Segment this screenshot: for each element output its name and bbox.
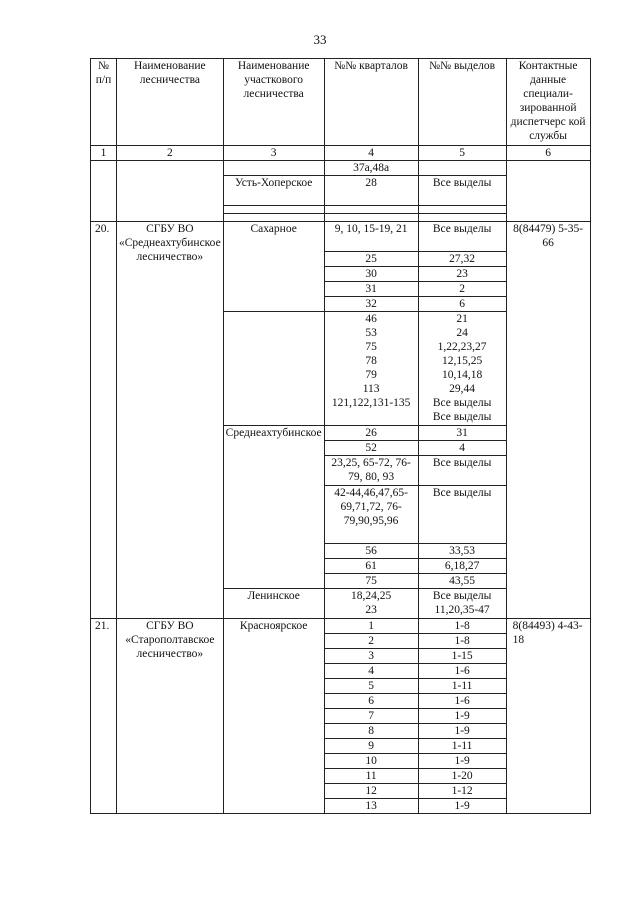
header-cell-district: Наименование участкового лесничества [223, 59, 324, 146]
plot-cell: 1-9 [418, 724, 506, 739]
column-number: 3 [223, 146, 324, 161]
quarter-cell: 61 [324, 559, 418, 574]
header-cell-quarters: №№ кварталов [324, 59, 418, 146]
quarter-cell: 12 [324, 784, 418, 799]
column-number: 5 [418, 146, 506, 161]
plot-cell: Все выделы [418, 486, 506, 544]
quarter-cell: 46 53 75 78 79 113 121,122,131-135 [324, 312, 418, 426]
quarter-cell [324, 206, 418, 214]
quarter-cell: 11 [324, 769, 418, 784]
quarter-cell [324, 214, 418, 222]
table-body [91, 59, 591, 814]
plot-cell: 6,18,27 [418, 559, 506, 574]
plot-cell [418, 161, 506, 176]
district-cell [223, 206, 324, 214]
quarter-cell: 52 [324, 441, 418, 456]
plot-cell: 1-20 [418, 769, 506, 784]
plot-cell: 1-8 [418, 634, 506, 649]
contact-cell: 8(84479) 5-35-66 [506, 222, 590, 619]
plot-cell: 6 [418, 297, 506, 312]
plot-cell: Все выделы [418, 222, 506, 252]
plot-cell: 43,55 [418, 574, 506, 589]
plot-cell: 1-6 [418, 664, 506, 679]
page-number: 33 [313, 32, 327, 47]
column-number: 6 [506, 146, 590, 161]
plot-cell: 33,53 [418, 544, 506, 559]
entry-number: 21. [91, 619, 117, 814]
plot-cell: 1-8 [418, 619, 506, 634]
quarter-cell: 32 [324, 297, 418, 312]
quarter-cell: 28 [324, 176, 418, 206]
plot-cell: 27,32 [418, 252, 506, 267]
quarter-cell: 7 [324, 709, 418, 724]
quarter-cell: 25 [324, 252, 418, 267]
plot-cell: 4 [418, 441, 506, 456]
quarter-cell: 23,25, 65-72, 76-79, 80, 93 [324, 456, 418, 486]
plot-cell: Все выделы 11,20,35-47 [418, 589, 506, 619]
quarter-cell: 56 [324, 544, 418, 559]
district-cell [223, 214, 324, 222]
district-name: Красноярское [223, 619, 324, 814]
plot-cell: 1-15 [418, 649, 506, 664]
quarter-cell: 13 [324, 799, 418, 814]
plot-cell: 1-11 [418, 739, 506, 754]
quarter-cell: 30 [324, 267, 418, 282]
num-cell [91, 161, 117, 222]
column-number: 1 [91, 146, 117, 161]
header-row [91, 59, 591, 146]
quarter-cell: 8 [324, 724, 418, 739]
table-row [91, 222, 591, 252]
plot-cell: 1-11 [418, 679, 506, 694]
plot-cell: 1-12 [418, 784, 506, 799]
plot-cell: 1-6 [418, 694, 506, 709]
quarter-cell: 31 [324, 282, 418, 297]
header-cell-forestry: Наименование лесничества [117, 59, 224, 146]
header-cell-contacts: Контактные данные специали-зированной диспетчерс кой службы [506, 59, 590, 146]
column-number: 4 [324, 146, 418, 161]
column-number-row [91, 146, 591, 161]
contact-cell: 8(84493) 4-43-18 [506, 619, 590, 814]
district-cell [223, 312, 324, 426]
district-cell: Усть-Хоперское [223, 176, 324, 206]
forestry-name: СГБУ ВО «Среднеахтубинское лесничество» [117, 222, 224, 619]
quarter-cell: 18,24,25 23 [324, 589, 418, 619]
forestry-table [90, 58, 591, 814]
plot-cell: 1-9 [418, 754, 506, 769]
quarter-cell: 42-44,46,47,65-69,71,72, 76-79,90,95,96 [324, 486, 418, 544]
district-cell [223, 161, 324, 176]
entry-number: 20. [91, 222, 117, 619]
quarter-cell: 9, 10, 15-19, 21 [324, 222, 418, 252]
contact-cell [506, 161, 590, 222]
plot-cell: 31 [418, 426, 506, 441]
forestry-cell [117, 161, 224, 222]
table-row [91, 619, 591, 634]
header-cell-plots: №№ выделов [418, 59, 506, 146]
table-row [91, 161, 591, 176]
plot-cell: Все выделы [418, 456, 506, 486]
quarter-cell: 10 [324, 754, 418, 769]
quarter-cell: 2 [324, 634, 418, 649]
plot-cell: 1-9 [418, 799, 506, 814]
quarter-cell: 6 [324, 694, 418, 709]
quarter-cell: 4 [324, 664, 418, 679]
column-number: 2 [117, 146, 224, 161]
quarter-cell: 75 [324, 574, 418, 589]
quarter-cell: 5 [324, 679, 418, 694]
quarter-cell: 9 [324, 739, 418, 754]
district-name: Сахарное [223, 222, 324, 312]
district-name: Среднеахтубинское [223, 426, 324, 589]
quarter-cell: 26 [324, 426, 418, 441]
plot-cell [418, 214, 506, 222]
forestry-name: СГБУ ВО «Старополтавское лесничество» [117, 619, 224, 814]
quarter-cell: 3 [324, 649, 418, 664]
plot-cell [418, 206, 506, 214]
quarter-cell: 37а,48а [324, 161, 418, 176]
plot-cell: Все выделы [418, 176, 506, 206]
plot-cell: 23 [418, 267, 506, 282]
plot-cell: 1-9 [418, 709, 506, 724]
district-name: Ленинское [223, 589, 324, 619]
plot-cell: 2 [418, 282, 506, 297]
plot-cell: 21 24 1,22,23,27 12,15,25 10,14,18 29,44 Все выделы Все выделы [418, 312, 506, 426]
quarter-cell: 1 [324, 619, 418, 634]
header-cell-num: № п/п [91, 59, 117, 146]
